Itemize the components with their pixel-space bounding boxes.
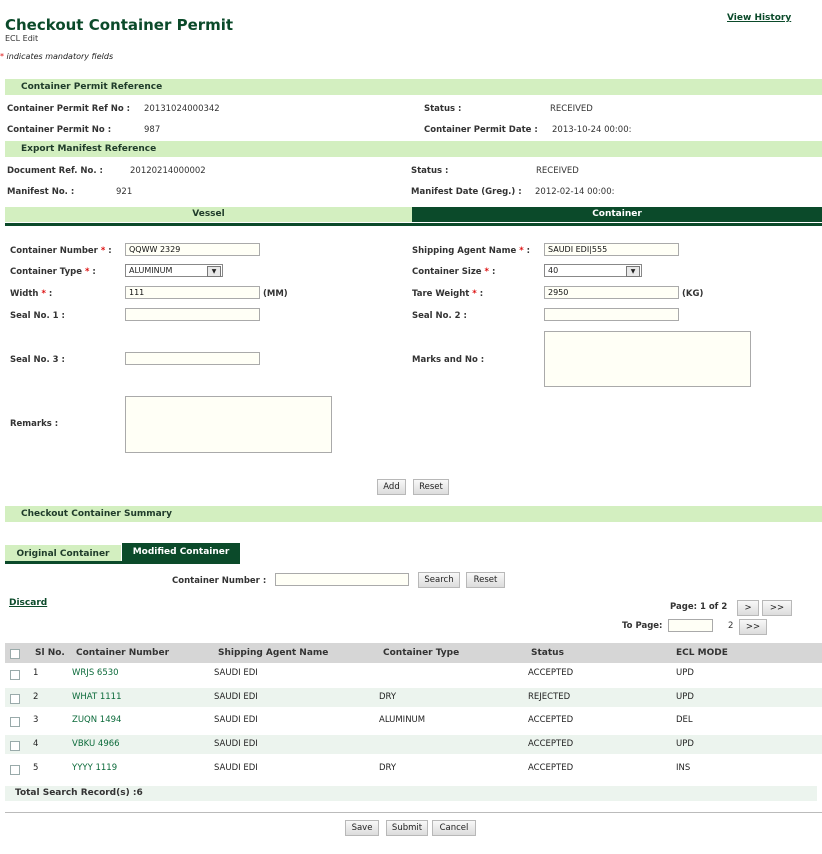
cancel-button[interactable]: Cancel bbox=[432, 820, 476, 836]
tab-original-container[interactable]: Original Container bbox=[5, 545, 121, 561]
document-ref-label: Document Ref. No. : bbox=[7, 166, 103, 176]
required-star: * bbox=[484, 267, 489, 277]
col-sl-no: Sl No. bbox=[35, 648, 65, 658]
container-type-label bbox=[10, 267, 96, 277]
summary-header bbox=[5, 506, 822, 522]
next-page-button[interactable]: > bbox=[737, 600, 759, 616]
label-colon: : bbox=[108, 246, 112, 256]
discard-link[interactable]: Discard bbox=[9, 598, 48, 608]
row-checkbox[interactable] bbox=[10, 670, 20, 680]
label-colon: : bbox=[526, 246, 531, 256]
tare-weight-unit: (KG) bbox=[682, 289, 704, 299]
last-page-button[interactable]: >> bbox=[762, 600, 792, 616]
row-sl: 4 bbox=[33, 739, 39, 749]
required-star: * bbox=[100, 246, 106, 256]
col-shipping-agent: Shipping Agent Name bbox=[218, 648, 329, 658]
required-star: * bbox=[472, 289, 477, 299]
mandatory-note bbox=[0, 52, 113, 61]
tare-weight-input[interactable]: 2950 bbox=[544, 286, 679, 299]
tab-vessel[interactable]: Vessel bbox=[5, 207, 412, 222]
dropdown-arrow-icon: ▼ bbox=[626, 266, 640, 277]
permit-reference-header bbox=[5, 79, 822, 95]
container-number-label bbox=[10, 246, 112, 256]
container-size-select[interactable] bbox=[544, 264, 642, 277]
required-star: * bbox=[519, 246, 524, 256]
width-label-text: Width bbox=[10, 289, 39, 299]
row-container-number-link[interactable]: VBKU 4966 bbox=[72, 739, 120, 749]
row-agent: SAUDI EDI bbox=[214, 668, 258, 678]
tare-weight-label-text: Tare Weight bbox=[412, 289, 470, 299]
row-agent: SAUDI EDI bbox=[214, 692, 258, 702]
container-number-label-text: Container Number bbox=[10, 246, 98, 256]
row-mode: UPD bbox=[676, 739, 694, 749]
row-sl: 2 bbox=[33, 692, 39, 702]
shipping-agent-label bbox=[412, 246, 530, 256]
total-records-text: Total Search Record(s) :6 bbox=[15, 788, 143, 798]
row-agent: SAUDI EDI bbox=[214, 763, 258, 773]
row-checkbox[interactable] bbox=[10, 717, 20, 727]
width-unit: (MM) bbox=[263, 289, 288, 299]
table-row bbox=[5, 759, 822, 778]
seal3-input[interactable] bbox=[125, 352, 260, 365]
width-input[interactable]: 111 bbox=[125, 286, 260, 299]
container-type-label-text: Container Type bbox=[10, 267, 82, 277]
permit-date-value: 2013-10-24 00:00: bbox=[552, 125, 632, 135]
container-size-label-text: Container Size bbox=[412, 267, 482, 277]
container-type-selected: ALUMINUM bbox=[129, 266, 173, 275]
add-button[interactable]: Add bbox=[377, 479, 406, 495]
table-row bbox=[5, 664, 822, 683]
row-mode: DEL bbox=[676, 715, 693, 725]
permit-status-label: Status : bbox=[424, 104, 462, 114]
tab-underline bbox=[5, 223, 822, 226]
manifest-reference-heading: Export Manifest Reference bbox=[21, 144, 157, 154]
manifest-no-label: Manifest No. : bbox=[7, 187, 75, 197]
page-title: Checkout Container Permit bbox=[5, 16, 234, 34]
row-checkbox[interactable] bbox=[10, 741, 20, 751]
row-container-number-link[interactable]: ZUQN 1494 bbox=[72, 715, 122, 725]
document-ref-value: 20120214000002 bbox=[130, 166, 206, 176]
row-checkbox[interactable] bbox=[10, 765, 20, 775]
label-colon: : bbox=[491, 267, 496, 277]
row-sl: 5 bbox=[33, 763, 39, 773]
manifest-no-value: 921 bbox=[116, 187, 133, 197]
remarks-textarea[interactable] bbox=[125, 396, 332, 453]
mandatory-note-text: indicates mandatory fields bbox=[4, 52, 114, 61]
search-container-input[interactable] bbox=[275, 573, 409, 586]
required-star: * bbox=[41, 289, 46, 299]
width-label bbox=[10, 289, 52, 299]
seal3-label: Seal No. 3 : bbox=[10, 355, 65, 365]
tare-weight-label bbox=[412, 289, 483, 299]
row-status: ACCEPTED bbox=[528, 739, 574, 749]
tab-container[interactable]: Container bbox=[412, 207, 822, 222]
seal1-input[interactable] bbox=[125, 308, 260, 321]
manifest-status-label: Status : bbox=[411, 166, 449, 176]
subtab-underline bbox=[5, 561, 240, 564]
row-status: REJECTED bbox=[528, 692, 571, 702]
table-row bbox=[5, 688, 822, 707]
permit-no-value: 987 bbox=[144, 125, 161, 135]
go-page-button[interactable]: >> bbox=[739, 619, 767, 635]
label-colon: : bbox=[479, 289, 484, 299]
manifest-date-label: Manifest Date (Greg.) : bbox=[411, 187, 522, 197]
row-agent: SAUDI EDI bbox=[214, 739, 258, 749]
container-number-input[interactable]: QQWW 2329 bbox=[125, 243, 260, 256]
reset-search-button[interactable]: Reset bbox=[466, 572, 505, 588]
permit-date-label: Container Permit Date : bbox=[424, 125, 538, 135]
row-agent: SAUDI EDI bbox=[214, 715, 258, 725]
col-container-number: Container Number bbox=[76, 648, 170, 658]
permit-status-value: RECEIVED bbox=[550, 104, 593, 114]
seal2-label: Seal No. 2 : bbox=[412, 311, 467, 321]
col-container-type: Container Type bbox=[383, 648, 460, 658]
reset-form-button[interactable]: Reset bbox=[413, 479, 449, 495]
table-row bbox=[5, 735, 822, 754]
shipping-agent-input[interactable]: SAUDI EDI|555 bbox=[544, 243, 679, 256]
remarks-label: Remarks : bbox=[10, 419, 59, 429]
select-all-checkbox[interactable] bbox=[10, 649, 20, 659]
permit-reference-heading: Container Permit Reference bbox=[21, 82, 163, 92]
manifest-date-value: 2012-02-14 00:00: bbox=[535, 187, 615, 197]
mandatory-star: * bbox=[0, 52, 4, 61]
permit-ref-no-label: Container Permit Ref No : bbox=[7, 104, 131, 114]
row-status: ACCEPTED bbox=[528, 668, 574, 678]
container-type-select[interactable] bbox=[125, 264, 223, 277]
search-container-label: Container Number : bbox=[172, 576, 267, 586]
permit-no-label: Container Permit No : bbox=[7, 125, 112, 135]
footer-divider bbox=[5, 812, 822, 813]
save-button[interactable]: Save bbox=[345, 820, 379, 836]
row-mode: UPD bbox=[676, 692, 694, 702]
row-type: DRY bbox=[379, 692, 397, 702]
marks-label: Marks and No : bbox=[412, 355, 485, 365]
to-page-input[interactable] bbox=[668, 619, 713, 632]
submit-button[interactable]: Submit bbox=[386, 820, 428, 836]
permit-ref-no-value: 20131024000342 bbox=[144, 104, 220, 114]
row-container-number-link[interactable]: WRJS 6530 bbox=[72, 668, 119, 678]
to-page-label: To Page: bbox=[622, 621, 663, 631]
label-colon: : bbox=[92, 267, 96, 277]
label-colon: : bbox=[48, 289, 53, 299]
row-mode: UPD bbox=[676, 668, 694, 678]
row-sl: 1 bbox=[33, 668, 39, 678]
row-type: ALUMINUM bbox=[379, 715, 426, 725]
row-sl: 3 bbox=[33, 715, 39, 725]
row-type: DRY bbox=[379, 763, 397, 773]
row-container-number-link[interactable]: WHAT 1111 bbox=[72, 692, 122, 702]
row-status: ACCEPTED bbox=[528, 763, 574, 773]
total-records bbox=[5, 786, 817, 801]
row-container-number-link[interactable]: YYYY 1119 bbox=[72, 763, 118, 773]
summary-heading: Checkout Container Summary bbox=[21, 509, 172, 519]
manifest-status-value: RECEIVED bbox=[536, 166, 579, 176]
container-size-selected: 40 bbox=[548, 266, 559, 275]
col-status: Status bbox=[531, 648, 564, 658]
manifest-reference-header bbox=[5, 141, 822, 157]
col-ecl-mode: ECL MODE bbox=[676, 648, 728, 658]
row-mode: INS bbox=[676, 763, 691, 773]
page-indicator: Page: 1 of 2 bbox=[670, 602, 728, 612]
row-status: ACCEPTED bbox=[528, 715, 574, 725]
container-size-label bbox=[412, 267, 495, 277]
to-page-value: 2 bbox=[728, 621, 734, 631]
search-button[interactable]: Search bbox=[418, 572, 460, 588]
tab-modified-container[interactable]: Modified Container bbox=[122, 543, 240, 561]
row-checkbox[interactable] bbox=[10, 694, 20, 704]
required-star: * bbox=[84, 267, 90, 277]
shipping-agent-label-text: Shipping Agent Name bbox=[412, 246, 517, 256]
seal1-label: Seal No. 1 : bbox=[10, 311, 65, 321]
marks-textarea[interactable] bbox=[544, 331, 751, 387]
dropdown-arrow-icon: ▼ bbox=[207, 266, 221, 277]
seal2-input[interactable] bbox=[544, 308, 679, 321]
view-history-link[interactable]: View History bbox=[727, 13, 792, 23]
page-subtitle: ECL Edit bbox=[5, 34, 39, 43]
